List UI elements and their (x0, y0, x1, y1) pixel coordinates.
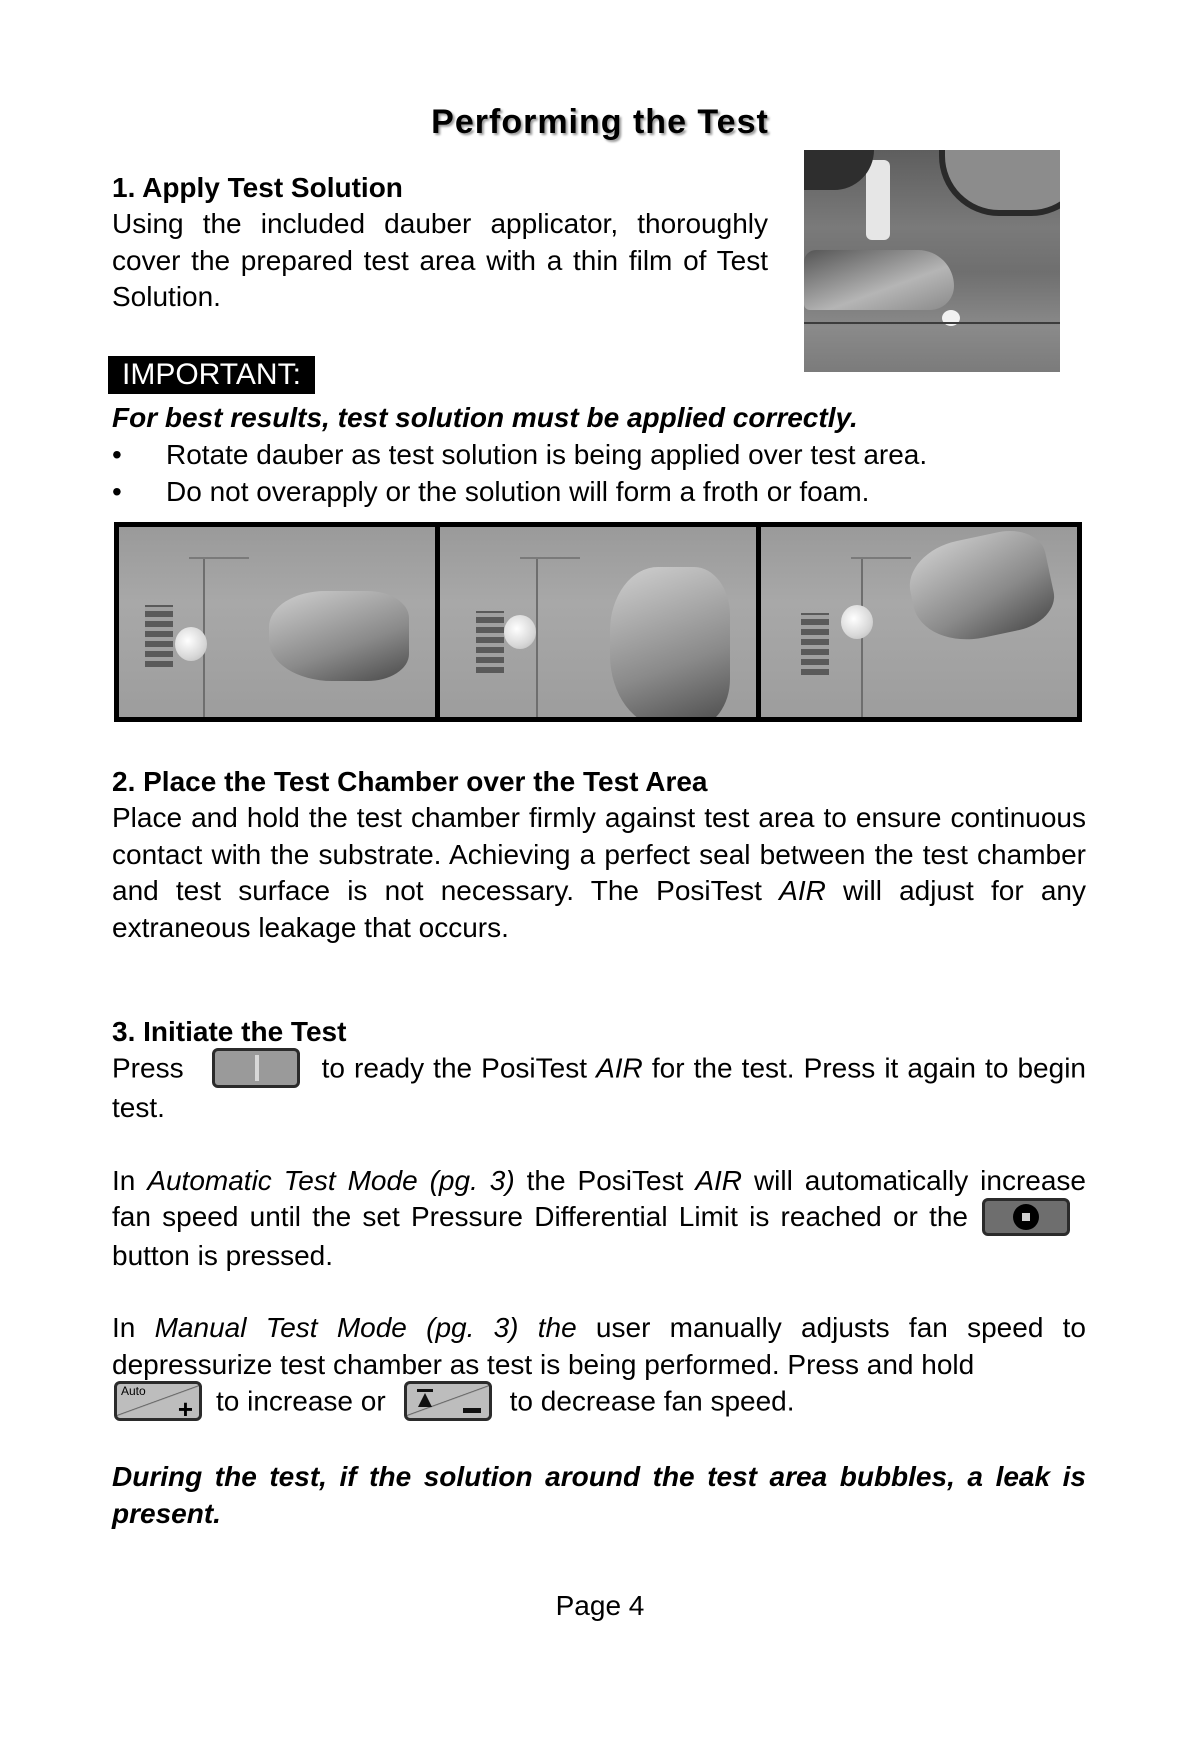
triangle-icon (418, 1393, 432, 1407)
product-name: AIR (596, 1052, 643, 1084)
bottle-shape (866, 160, 890, 240)
dauber-sequence-photo-strip (114, 522, 1082, 722)
section-place-test-chamber (112, 764, 1086, 946)
list-item-text: Rotate dauber as test solution is being applied over test area. (166, 439, 928, 470)
section-heading: 2. Place the Test Chamber over the Test Area (112, 766, 708, 797)
product-name: AIR (779, 875, 826, 906)
dauber-shape (504, 615, 536, 649)
body-text: to decrease fan speed. (509, 1385, 795, 1417)
hand-shape (902, 527, 1060, 650)
product-name: AIR (695, 1164, 742, 1196)
stop-ring-icon (1013, 1204, 1039, 1230)
ready-paragraph (112, 1050, 1086, 1127)
page-number: Page 4 (555, 1590, 645, 1621)
automatic-mode-paragraph (112, 1163, 1086, 1275)
plus-icon: + (177, 1394, 193, 1425)
test-line (851, 557, 911, 559)
page-title: Performing the Test (431, 103, 769, 141)
body-text: the PosiTest (514, 1164, 696, 1196)
body-text: to increase or (216, 1385, 386, 1417)
test-line (804, 322, 1060, 324)
body-text: for the test. Press it again to begin test. (112, 1052, 1086, 1123)
body-text: Press (112, 1052, 184, 1084)
important-label: IMPORTANT: (108, 356, 315, 394)
list-item (112, 437, 1012, 474)
minus-icon (463, 1408, 481, 1413)
auto-label: Auto (121, 1384, 146, 1399)
section-heading: 3. Initiate the Test (112, 1016, 347, 1047)
hand-shape (804, 150, 874, 190)
chamber-shape (939, 150, 1060, 216)
dauber-shape (175, 627, 207, 661)
device-shape (801, 613, 829, 675)
test-line (520, 557, 580, 559)
section-initiate-test (112, 1014, 1086, 1532)
dauber-sequence-photo-2 (440, 527, 756, 717)
application-tips-list (112, 437, 1012, 510)
dauber-sequence-photo-1 (119, 527, 435, 717)
test-line (189, 557, 249, 559)
ready-button-icon (212, 1048, 300, 1088)
device-shape (145, 605, 173, 667)
body-text: will adjust for any extraneous leakage that occurs. (112, 875, 1086, 943)
stop-button-icon (982, 1198, 1070, 1236)
section-heading: 1. Apply Test Solution (112, 172, 403, 203)
list-item-text: Do not overapply or the solution will form a froth or foam. (166, 475, 870, 507)
body-text: In (112, 1164, 148, 1196)
mode-name: Automatic Test Mode (pg. 3) (147, 1164, 515, 1196)
mode-name: Manual Test Mode (pg. 3) the (154, 1312, 577, 1344)
auto-plus-button-icon (114, 1381, 202, 1425)
hand-lower-shape (804, 250, 954, 310)
section-body: Using the included dauber applicator, thoroughly cover the prepared test area with a thin film of Test Solution. (112, 208, 768, 312)
section-apply-test-solution (112, 170, 768, 316)
bullet-icon: • (112, 475, 122, 507)
bar-icon (417, 1389, 433, 1392)
zero-minus-button-icon (404, 1381, 492, 1421)
manual-mode-paragraph (112, 1310, 1086, 1423)
list-item (112, 474, 1012, 511)
body-text: user manually adjusts fan speed to depressurize test chamber as test is being performed. Press and hold (112, 1312, 1086, 1380)
best-results-note: For best results, test solution must be applied correctly. (112, 402, 858, 433)
dauber-sequence-photo-3 (761, 527, 1077, 717)
body-text: In (112, 1312, 155, 1344)
section-body (112, 800, 1086, 946)
hand-shape (610, 567, 730, 717)
device-shape (476, 611, 504, 673)
bullet-icon: • (112, 439, 122, 470)
hand-shape (269, 591, 409, 681)
dauber-shape (841, 605, 873, 639)
body-text: Place and hold the test chamber firmly against test area to ensure continuous contact with the substrate. Achieving a perfect seal between the test chamber and test surface is not necessary. The PosiTest (112, 802, 1086, 906)
leak-warning: During the test, if the solution around the test area bubbles, a leak is present. (112, 1461, 1086, 1529)
test-line (536, 557, 538, 717)
body-text: will automatically increase fan speed until the set Pressure Differential Limit is reached or the (112, 1164, 1086, 1232)
body-text: button is pressed. (112, 1239, 334, 1271)
dauber-application-photo (804, 150, 1060, 372)
body-text: to ready the PosiTest (321, 1052, 597, 1084)
